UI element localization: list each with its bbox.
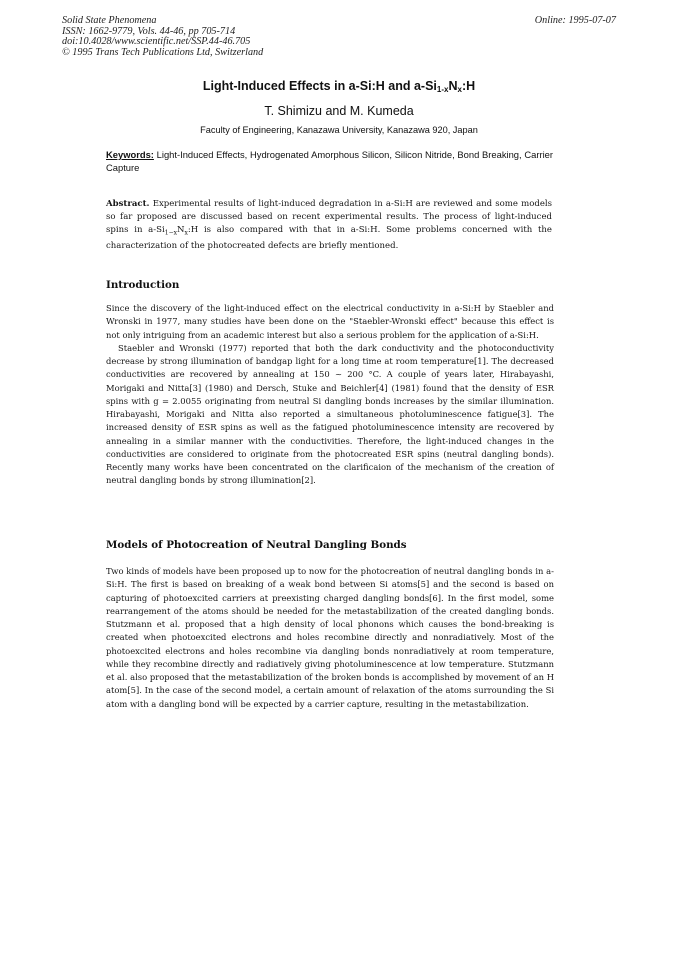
abstract-label: Abstract. bbox=[106, 199, 150, 209]
journal-name: Solid State Phenomena bbox=[62, 15, 157, 26]
introduction-paragraph-2: Staebler and Wronski (1977) reported that both the dark conductivity and the photoconductivity decrease by strong illumination of bandgap light for a long time at room temperature[1]. The decreased conductivities are recovered by annealing at 150 ~ 200 °C. A couple of years later, Hirabayashi, Morigaki and Nitta[3] (1980) and Dersch, Stuke and Beichler[4] (1981) found that the density of ESR spins with g = 2.0055 originating from neutral Si dangling bonds increases by the similar illumination. Hirabayashi, Morigaki and Nitta also reported a simultaneous photoluminescence fatigue[3]. The increased density of ESR spins as well as the fatigued photoluminescence intensity are recovered by annealing in a similar manner with the conductivities. Therefore, the light-induced changes in the conductivities are considered to originate from the photocreated ESR spins (neutral dangling bonds). Recently many works have been concentrated on the clarificaion of the mechanism of the creation of neutral dangling bonds by strong illumination[2]. bbox=[106, 342, 554, 486]
issn-line: ISSN: 1662-9779, Vols. 44-46, pp 705-714 bbox=[62, 25, 236, 37]
copyright-line: © 1995 Trans Tech Publications Ltd, Switzerland bbox=[62, 46, 264, 58]
introduction-heading: Introduction bbox=[106, 279, 180, 291]
online-date: Online: 1995-07-07 bbox=[534, 15, 616, 26]
title-text-3: :H bbox=[461, 79, 476, 93]
abstract-subscript-2: x bbox=[184, 229, 188, 237]
introduction-body bbox=[106, 302, 554, 488]
keywords-label: Keywords: bbox=[106, 149, 154, 160]
abstract-text-3: :H is also compared with that in a-Si:H. Some problems concerned with the characterization of the photocreated defects are briefly mentioned. bbox=[106, 224, 552, 252]
title-text-2: N bbox=[448, 79, 458, 93]
abstract-text-1: Experimental results of light-induced degradation in a-Si:H are reviewed and some models so far proposed are discussed based on recent experimental results. The process of light-induced spins in a-Si bbox=[106, 199, 553, 235]
introduction-paragraph-1: Since the discovery of the light-induced effect on the electrical conductivity in a-Si:H by Staebler and Wronski in 1977, many studies have been done on the "Staebler-Wronski effect" because this effect is not only intriguing from an academic interest but also a serious problem for the application of a-Si:H. bbox=[106, 303, 554, 340]
abstract-text-2: N bbox=[177, 224, 185, 235]
title-subscript-1: 1-x bbox=[436, 85, 449, 94]
keywords bbox=[106, 149, 553, 174]
models-body bbox=[106, 565, 554, 711]
paper-title bbox=[0, 79, 678, 94]
keywords-text: Light-Induced Effects, Hydrogenated Amorphous Silicon, Silicon Nitride, Bond Breaking, Carrier Capture bbox=[106, 149, 553, 173]
title-subscript-2: x bbox=[457, 85, 462, 94]
models-heading: Models of Photocreation of Neutral Dangling Bonds bbox=[106, 539, 407, 551]
doi-line: doi:10.4028/www.scientific.net/SSP.44-46.705 bbox=[62, 36, 251, 48]
authors: T. Shimizu and M. Kumeda bbox=[264, 104, 414, 118]
abstract bbox=[106, 198, 552, 253]
title-text-1: Light-Induced Effects in a-Si:H and a-Si bbox=[202, 79, 437, 93]
journal-header bbox=[62, 16, 263, 58]
abstract-subscript-1: 1−x bbox=[164, 229, 177, 237]
affiliation: Faculty of Engineering, Kanazawa University, Kanazawa 920, Japan bbox=[200, 125, 478, 135]
models-paragraph-1: Two kinds of models have been proposed up to now for the photocreation of neutral dangling bonds in a-Si:H. The first is based on breaking of a weak bond between Si atoms[5] and the second is based on capturing of photoexcited carriers at preexisting charged dangling bonds[6]. In the first model, some rearrangement of the atoms should be needed for the metastabilization of the created dangling bonds. Stutzmann et al. proposed that a high density of local phonons which causes the bond-breaking is created when photoexcited electrons and holes recombine directly and nonradiatively. Most of the photoexcited electrons and holes recombine via dangling bonds nonradiatively at room temperature, while they recombine directly and radiatively giving photoluminescence at low temperature. Stutzmann et al. also proposed that the metastabilization of the broken bonds is accomplished by movement of an H atom[5]. In the case of the second model, a certain amount of relaxation of the atoms surrounding the Si atom with a dangling bond will be expected by a carrier capture, resulting in the metastabilization. bbox=[106, 566, 554, 709]
